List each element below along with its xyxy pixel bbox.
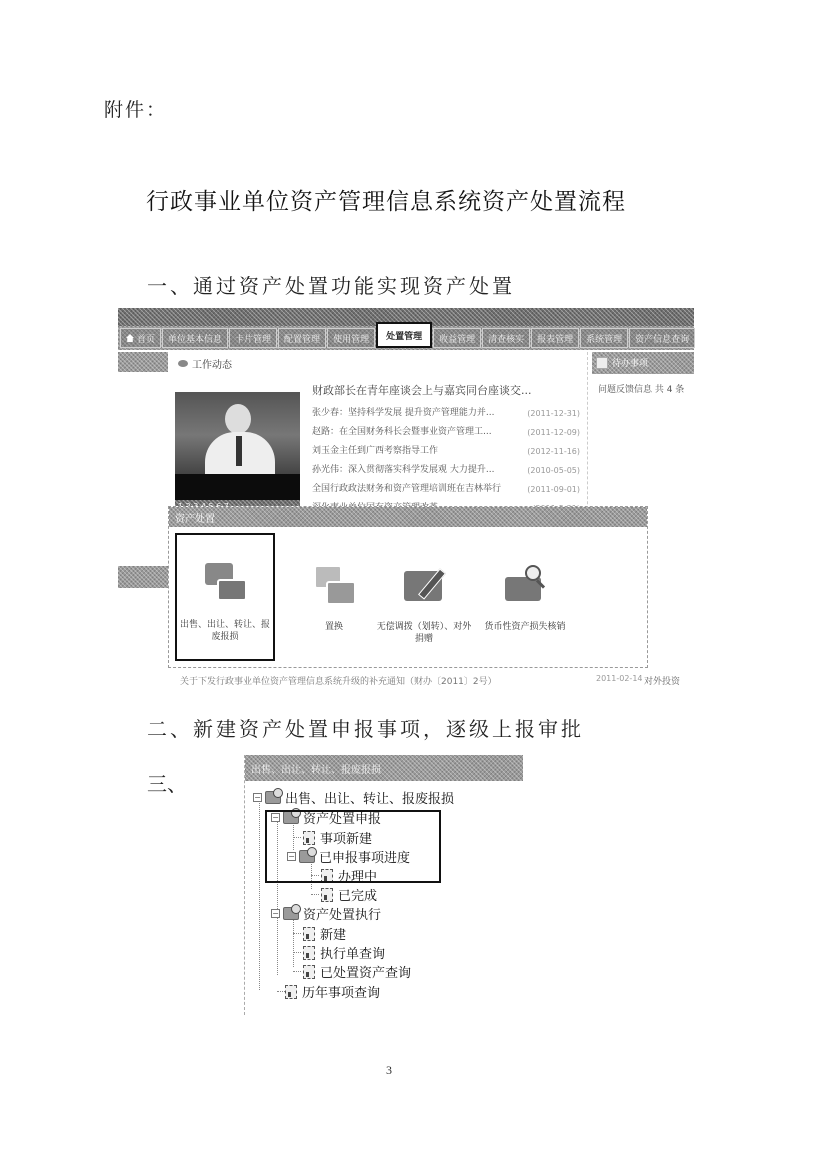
highlight-box [265,810,441,883]
notice-date: 2011-02-14 [596,674,643,683]
nav-tab-asset-query[interactable]: 资产信息查询 [629,328,695,348]
home-icon [126,334,134,342]
function-monetary-loss-writeoff[interactable]: 货币性资产损失核销 [465,537,585,657]
news-icon [178,360,188,367]
news-list [312,404,580,518]
collapse-toggle-icon[interactable]: − [272,813,279,822]
tree-node-execute[interactable]: − 资产处置执行 [272,908,382,923]
page-icon [303,965,315,979]
popup-title-bar [169,507,647,527]
section-3-heading: 三、 [147,772,187,796]
transfer-edit-icon [402,563,446,607]
page-number: 3 [386,1063,392,1077]
money-search-icon [503,563,547,607]
sale-transfer-icon [203,561,247,605]
section-2-heading: 二、新建资产处置申报事项，逐级上报审批 [147,717,584,741]
tree-node-completed[interactable]: 已完成 [321,885,377,904]
page-icon [285,985,297,999]
tree-node-disposed-query[interactable]: 已处置资产查询 [303,962,411,981]
tree-node-root[interactable]: − 出售、出让、转让、报废报损 [254,792,455,807]
news-item[interactable]: 刘玉金主任到广西考察指导工作 (2012-11-16) [312,446,580,456]
investment-link[interactable]: 对外投资 [644,677,681,687]
attachment-label: 附件： [104,99,168,121]
nav-tab-home[interactable]: 首页 [120,328,161,348]
document-title: 行政事业单位资产管理信息系统资产处置流程 [146,189,626,215]
collapse-toggle-icon[interactable]: − [288,852,295,861]
page-icon [303,927,315,941]
left-panel-section [118,566,168,588]
popup-title: 资产处置 [175,514,215,525]
tree-node-exec-new[interactable]: 新建 [303,924,346,943]
system-home-screenshot [118,308,694,690]
news-item[interactable]: 张少春：坚持科学发展 提升资产管理能力并... (2011-12-31) [312,408,580,418]
left-panel-header [118,352,168,372]
tree-node-new-item[interactable]: 事项新建 [303,828,372,847]
notice-link[interactable]: 关于下发行政事业单位资产管理信息系统升级的补充通知（财办〔2011〕2号） [180,677,497,687]
disposal-tree-screenshot [244,755,524,1015]
collapse-toggle-icon[interactable]: − [254,793,261,802]
tree-title: 出售、出让、转让、报废报损 [251,765,381,776]
nav-tab-inventory[interactable]: 清查核实 [482,328,530,348]
nav-tab-config[interactable]: 配置管理 [278,328,326,348]
exchange-icon [312,563,356,607]
nav-tab-reports[interactable]: 报表管理 [531,328,579,348]
tree-node-history[interactable]: 历年事项查询 [285,982,380,1001]
nav-tab-cards[interactable]: 卡片管理 [229,328,277,348]
main-nav-bar [118,326,694,350]
page-icon [303,946,315,960]
nav-tab-disposal[interactable]: 处置管理 [376,322,432,348]
page-icon [321,888,333,902]
function-sale-transfer-scrap[interactable]: 出售、出让、转让、报废报损 [175,533,275,661]
nav-tab-usage[interactable]: 使用管理 [327,328,375,348]
work-news-title: 工作动态 [178,356,232,371]
todo-icon [596,357,608,369]
news-photo[interactable] [175,392,300,500]
tree-node-progress[interactable]: − 已申报事项进度 [288,851,411,866]
tree-node-exec-query[interactable]: 执行单查询 [303,943,385,962]
folder-icon [265,791,281,804]
tree-node-declare[interactable]: − 资产处置申报 [272,812,382,827]
collapse-toggle-icon[interactable]: − [272,909,279,918]
disposal-function-popup [168,506,648,668]
nav-tab-unit-info[interactable]: 单位基本信息 [162,328,228,348]
todo-panel-title: 待办事项 [596,356,648,369]
todo-item[interactable]: 问题反馈信息 共 4 条 [598,385,685,395]
news-item[interactable]: 孙光伟：深入贯彻落实科学发展观 大力提升... (2010-05-05) [312,465,580,475]
news-headline[interactable]: 财政部长在青年座谈会上与嘉宾同台座谈交... [312,384,532,397]
section-1-heading: 一、通过资产处置功能实现资产处置 [147,274,515,298]
function-exchange[interactable]: 置换 [289,537,379,657]
tree-node-in-process[interactable]: 办理中 [321,866,377,885]
news-item[interactable]: 全国行政政法财务和资产管理培训班在吉林举行 (2011-09-01) [312,484,580,494]
function-free-transfer-donation[interactable]: 无偿调拨（划转）、对外捐赠 [374,537,474,657]
nav-tab-income[interactable]: 收益管理 [433,328,481,348]
nav-tab-system[interactable]: 系统管理 [580,328,628,348]
news-item[interactable]: 赵路：在全国财务科长会暨事业资产管理工... (2011-12-09) [312,427,580,437]
folder-icon [283,907,299,920]
